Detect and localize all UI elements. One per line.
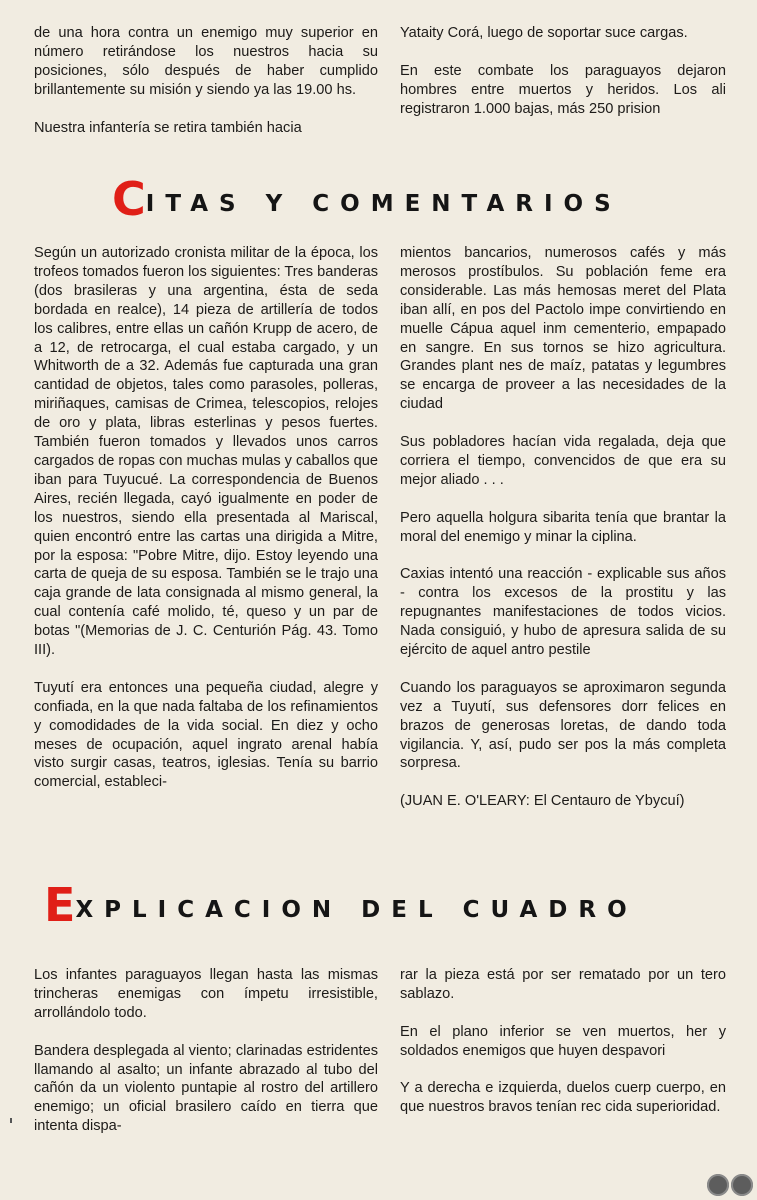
citas-right-paragraph-2: Sus pobladores hacían vida regalada, deja que corriera el tiempo, convencidos de que era su mejor aliado . . . <box>400 434 726 488</box>
explicacion-heading-text: XPLICACION DEL CUADRO <box>75 897 638 923</box>
citas-right-paragraph-5: Cuando los paraguayos se aproximaron segunda vez a Tuyutí, sus defensores dorr felices en brazos de generosas loretas, de dando toda vigilancia. Y, así, pudo ser pos la más completa sorpresa. <box>400 679 726 772</box>
top-left-paragraph-2: Nuestra infantería se retira también hacia <box>34 119 302 136</box>
citas-heading-initial: C <box>112 172 146 226</box>
explicacion-right-paragraph-2: En el plano inferior se ven muertos, her y soldados enemigos que huyen despavori <box>400 1023 726 1059</box>
citas-left-column <box>34 244 378 792</box>
explicacion-left-paragraph-2: Bandera desplegada al viento; clarinadas estridentes llamando al asalto; un infante abrazado al tubo del cañón da un violento puntapie al rostro del artillero enemigo; un oficial brasilero caído en tierra que intenta dispa- <box>34 1042 378 1135</box>
citas-right-paragraph-3: Pero aquella holgura sibarita tenía que brantar la moral del enemigo y minar la ciplina. <box>400 509 726 545</box>
explicacion-heading-initial: E <box>44 878 76 932</box>
citas-right-citation: (JUAN E. O'LEARY: El Centauro de Ybycuí) <box>400 793 685 810</box>
top-right-column <box>400 24 726 119</box>
citas-left-paragraph-1: Según un autorizado cronista militar de la época, los trofeos tomados fueron los siguientes: Tres banderas (dos brasileras y una argentina, ésta de seda bordada en realce), 14 pieza de artillería de todos los calibres, entre ellas un cañón Krupp de acero, de a 12, de retrocarga, el cual estaba cargado, y un Whitworth de a 32. Además fue capturada una gran cantidad de objetos, tales como parasoles, polleras, miriñaques, camisas de Crimea, telescopios, relojes de oro y plata, libras esterlinas y pesos fuertes. También fueron tomados y llevados unos carros cargados de ropas con muchas mulas y caballos que iban para Tuyucué. La correspondencia de Buenos Aires, recién llegada, cayó igualmente en poder de los nuestros, siendo ella presentada al Mariscal, quien encontró entre las cartas una dirigida a Mitre, por la esposa: "Pobre Mitre, dijo. Estoy leyendo una carta de queja de su esposa. También se le trajo una caja grande de lata consignada al mismo general, la cual contenía café molido, té, queso y un par de botas "(Memorias de J. C. Centurión Pág. 43. Tomo III). <box>34 245 378 659</box>
citas-left-paragraph-2: Tuyutí era entonces una pequeña ciudad, alegre y confiada, en la que nada faltaba de los refinamientos y comodidades de la vida social. En diez y ocho meses de ocupación, aquel ingrato arenal había visto surgir casas, teatros, iglesias. Tenía su barrio comercial, estableci- <box>34 679 378 791</box>
page-marker-right <box>731 1174 753 1196</box>
explicacion-heading <box>0 878 757 932</box>
explicacion-right-paragraph-3: Y a derecha e izquierda, duelos cuerp cuerpo, en que nuestros bravos tenían rec cida superioridad. <box>400 1080 726 1116</box>
citas-right-column <box>400 244 726 811</box>
top-left-column <box>34 24 378 137</box>
citas-heading <box>0 172 757 226</box>
explicacion-right-paragraph-1: rar la pieza está por ser rematado por un tero sablazo. <box>400 967 726 1002</box>
explicacion-left-paragraph-1: Los infantes paraguayos llegan hasta las mismas trincheras enemigas con ímpetu irresistible, arrollándolo todo. <box>34 967 378 1021</box>
citas-right-paragraph-1: mientos bancarios, numerosos cafés y más merosos prostíbulos. Su población feme era considerable. Las más hemosas meret del Plata iban allí, en pos del Pactolo impe convirtiendo en muelle Cápua aquel inm cementerio, empapado en sangre. En sus tornos se hizo agricultura. Grandes plant nes de maíz, patatas y legumbres se encarga de proveer a las necesidades de la ciudad <box>400 245 726 413</box>
top-left-paragraph-1: de una hora contra un enemigo muy superior en número retirándose los nuestros hacia su posiciones, sólo después de haber cumplido brillantemente su misión y siendo ya las 19.00 hs. <box>34 25 378 98</box>
citas-right-paragraph-4: Caxias intentó una reacción - explicable sus años - contra los excesos de la prostitu y las repugnantes manifestaciones de todos vicios. Nada consiguió, y hubo de apresura salida de su ejército de aquel antro pestile <box>400 566 726 658</box>
top-right-paragraph-2: En este combate los paraguayos dejaron hombres entre muertos y heridos. Los ali registraron 1.000 bajas, más 250 prision <box>400 62 726 117</box>
top-right-paragraph-1: Yataity Corá, luego de soportar suce cargas. <box>400 25 688 41</box>
explicacion-right-column <box>400 966 726 1117</box>
margin-mark <box>10 1118 12 1123</box>
explicacion-left-column <box>34 966 378 1136</box>
page-marker-left <box>707 1174 729 1196</box>
citas-heading-text: ITAS Y COMENTARIOS <box>145 191 622 217</box>
